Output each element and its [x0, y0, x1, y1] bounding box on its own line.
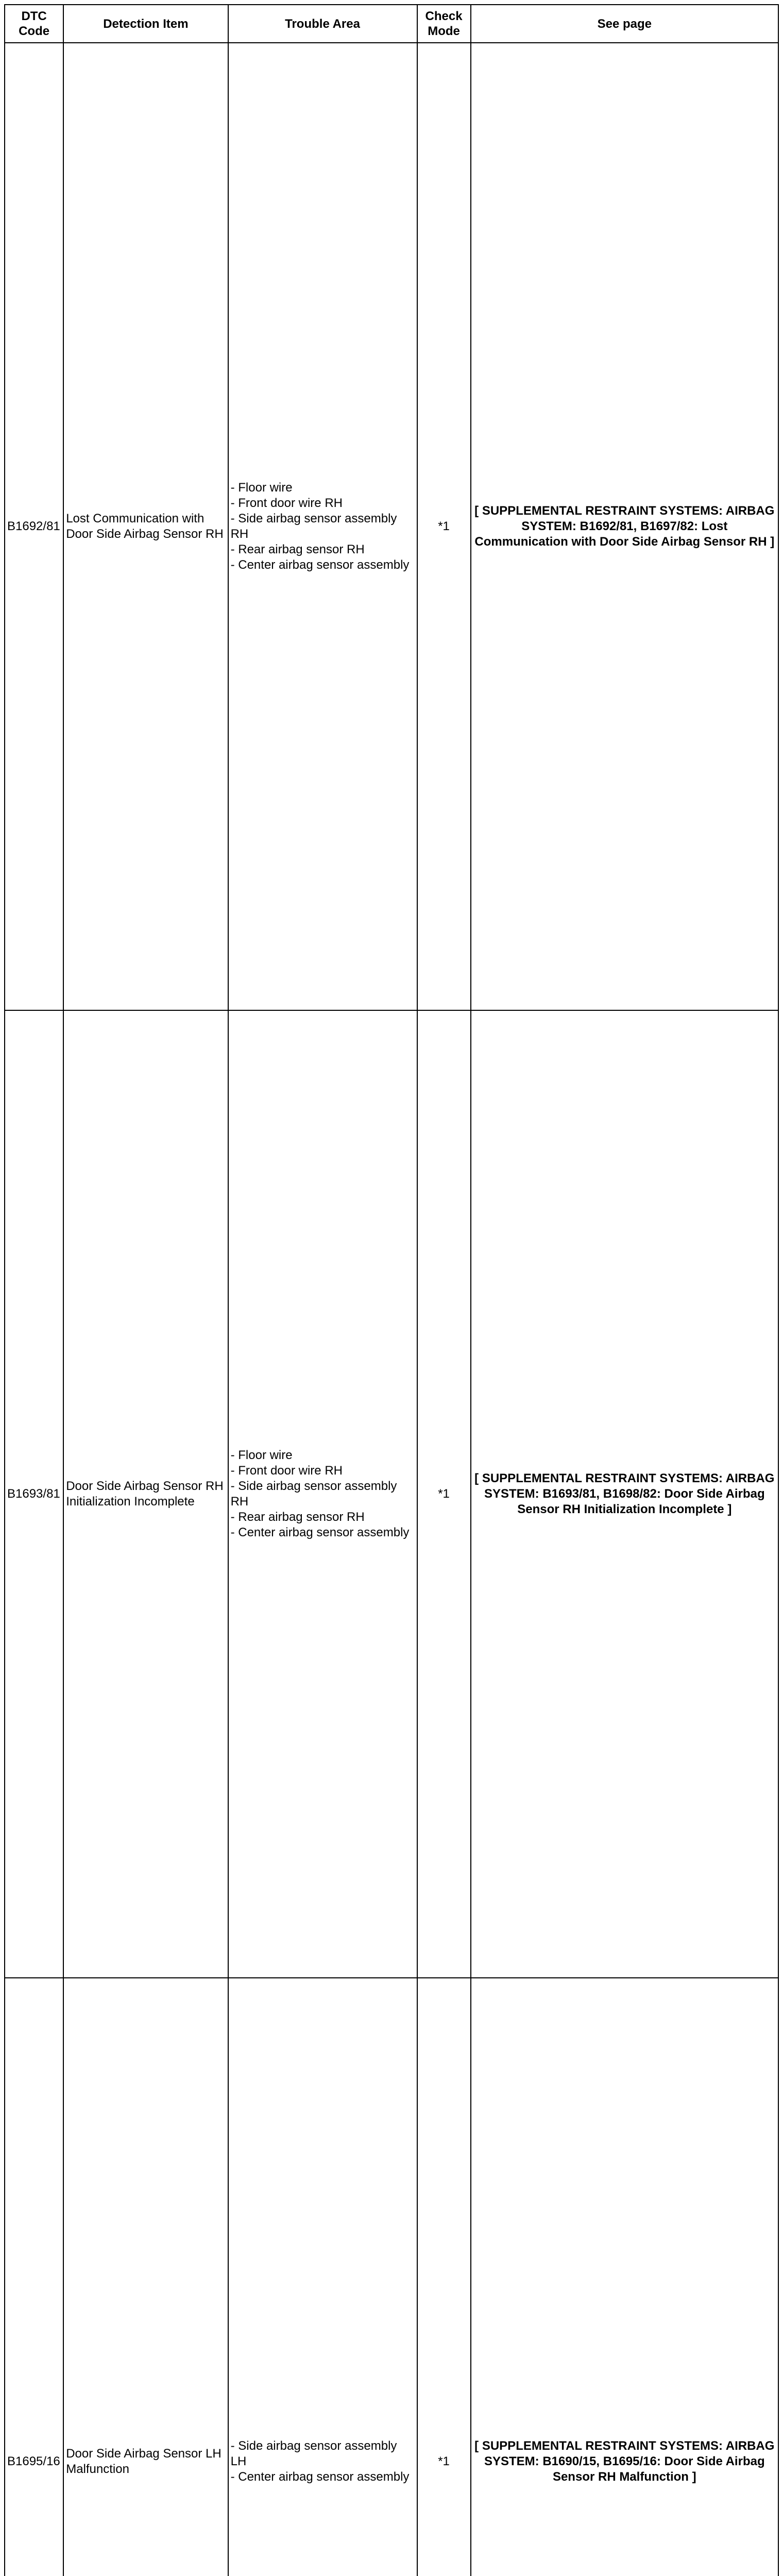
header-check-mode-line2: Mode	[428, 24, 460, 38]
table-body	[5, 43, 778, 2576]
dtc-code-cell: B1695/16	[5, 1978, 63, 2576]
trouble-area-line: - Rear airbag sensor RH	[230, 543, 365, 556]
see-page-link[interactable]: [ SUPPLEMENTAL RESTRAINT SYSTEMS: AIRBAG SYSTEM: B1690/15, B1695/16: Door Side Airbag Sensor RH Malfunction ]	[471, 1978, 778, 2576]
check-mode-cell: *1	[417, 43, 471, 1010]
header-dtc-code	[5, 5, 63, 43]
dtc-code-cell: B1692/81	[5, 43, 63, 1010]
detection-item-cell: Lost Communication with Door Side Airbag Sensor RH	[63, 43, 228, 1010]
trouble-area-line: - Side airbag sensor assembly LH	[230, 2439, 397, 2468]
trouble-area-line: - Floor wire	[230, 481, 293, 495]
trouble-area-line: - Rear airbag sensor RH	[230, 1510, 365, 1524]
see-page-link[interactable]: [ SUPPLEMENTAL RESTRAINT SYSTEMS: AIRBAG SYSTEM: B1693/81, B1698/82: Door Side Airbag Sensor RH Initialization Incomplete ]	[471, 1010, 778, 1978]
header-check-mode	[417, 5, 471, 43]
trouble-area-line: - Center airbag sensor assembly	[230, 1526, 410, 1539]
detection-item-cell: Door Side Airbag Sensor RH Initialization Incomplete	[63, 1010, 228, 1978]
trouble-area-cell	[228, 43, 417, 1010]
header-dtc-code-line1: DTC	[21, 9, 47, 23]
trouble-area-line: - Front door wire RH	[230, 1464, 343, 1478]
trouble-area-line: - Side airbag sensor assembly RH	[230, 512, 397, 541]
table-row	[5, 1010, 778, 1978]
header-see-page: See page	[471, 5, 778, 43]
trouble-area-line: - Front door wire RH	[230, 496, 343, 510]
header-check-mode-line1: Check	[425, 9, 463, 23]
header-row	[5, 5, 778, 43]
dtc-table	[4, 4, 779, 2576]
header-detection-item: Detection Item	[63, 5, 228, 43]
check-mode-cell: *1	[417, 1978, 471, 2576]
see-page-link[interactable]: [ SUPPLEMENTAL RESTRAINT SYSTEMS: AIRBAG SYSTEM: B1692/81, B1697/82: Lost Communication with Door Side Airbag Sensor RH ]	[471, 43, 778, 1010]
detection-item-cell: Door Side Airbag Sensor LH Malfunction	[63, 1978, 228, 2576]
trouble-area-line: - Center airbag sensor assembly	[230, 2470, 410, 2484]
trouble-area-cell	[228, 1010, 417, 1978]
header-dtc-code-line2: Code	[19, 24, 50, 38]
table-header	[5, 5, 778, 43]
dtc-code-cell: B1693/81	[5, 1010, 63, 1978]
trouble-area-line: - Center airbag sensor assembly	[230, 558, 410, 572]
trouble-area-line: - Floor wire	[230, 1448, 293, 1462]
check-mode-cell: *1	[417, 1010, 471, 1978]
table-row	[5, 1978, 778, 2576]
header-trouble-area: Trouble Area	[228, 5, 417, 43]
trouble-area-cell	[228, 1978, 417, 2576]
table-row	[5, 43, 778, 1010]
trouble-area-line: - Side airbag sensor assembly RH	[230, 1479, 397, 1509]
